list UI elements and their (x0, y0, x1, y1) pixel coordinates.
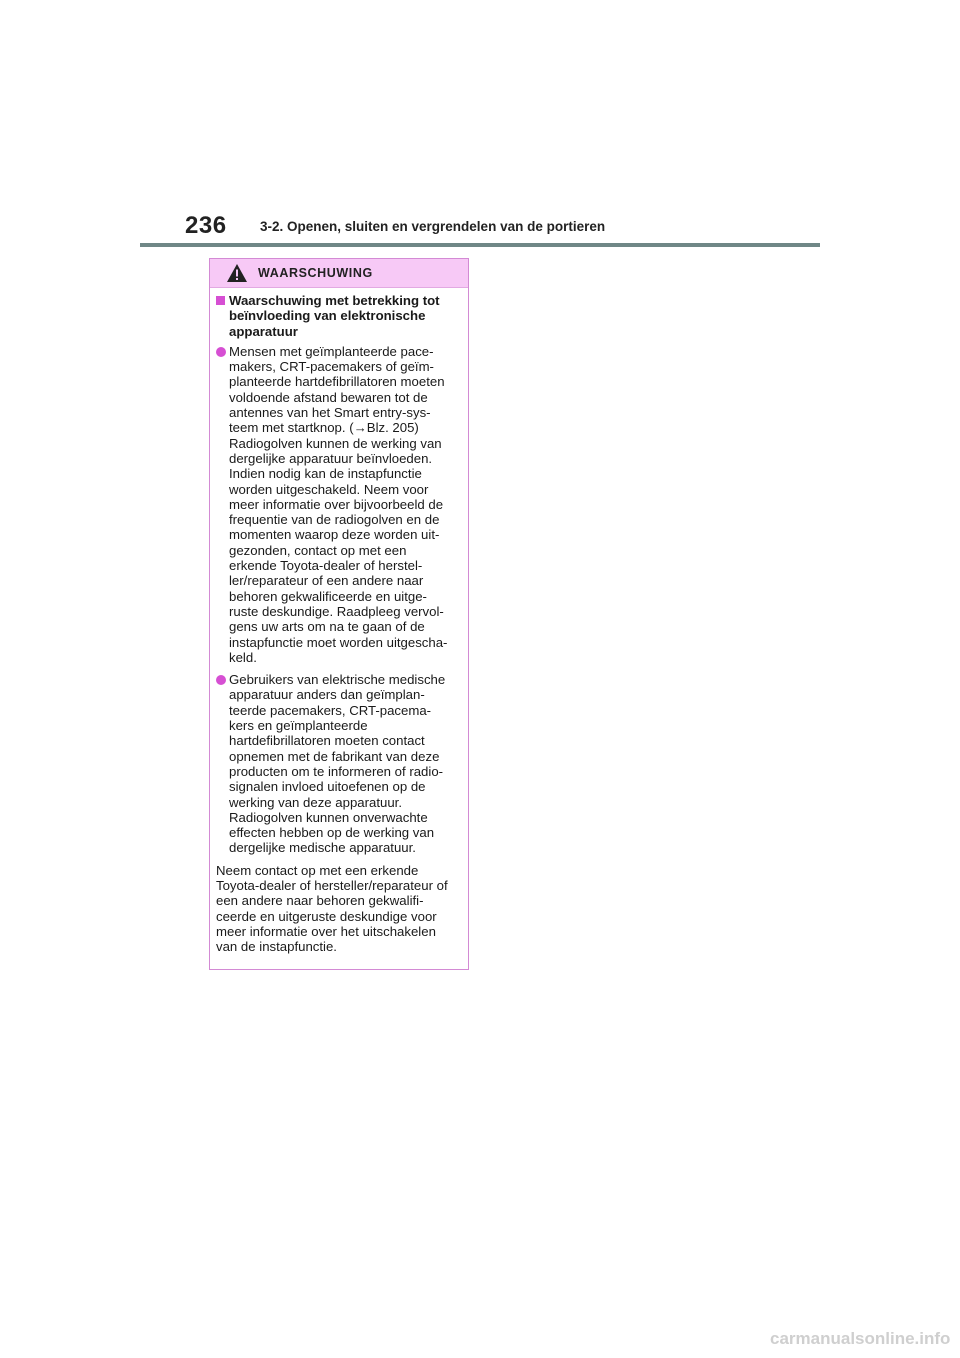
warning-triangle-icon (226, 263, 248, 283)
circle-bullet-icon (216, 675, 226, 685)
list-item-text: Gebruikers van elektrische medische apparatuur anders dan geïmplan- teerde pacemakers, CRT-pacema- kers en geïmplanteerde hartdefibrillatoren moeten contact opnemen met de fabrikant van deze producten om te informeren of radio- signalen invloed uitoefenen op de werking van deze apparatuur. Radiogolven kunnen onverwachte effecten hebben op de werking van dergelijke medische apparatuur. (229, 672, 446, 856)
warning-title: WAARSCHUWING (258, 266, 373, 280)
square-bullet-icon (216, 296, 225, 305)
warning-content (210, 288, 468, 954)
watermark-logo (768, 1322, 958, 1352)
page-number: 236 (185, 212, 227, 239)
circle-bullet-icon (216, 347, 226, 357)
warning-heading-item (216, 293, 464, 339)
list-item-text: Mensen met geïmplanteerde pace- makers, CRT-pacemakers of geïm- planteerde hartdefibrillatoren moeten voldoende afstand bewaren tot de antennes van het Smart entry-sys- teem met startknop. (→Blz. 205) Radiogolven kunnen de werking van dergelijke apparatuur beïnvloeden. Indien nodig kan de instapfunctie worden uitgeschakeld. Neem voor meer informatie over bijvoorbeeld de frequentie van de radiogolven en de momenten waarop deze worden uit- gezonden, contact op met een erkende Toyota-dealer of herstel- ler/reparateur of een andere naar behoren gekwalificeerde en uitge- ruste deskundige. Raadpleeg vervol- gens uw arts om na te gaan of de instapfunctie moet worden uitgescha- keld. (229, 343, 448, 665)
header-divider (140, 243, 820, 247)
warning-heading: Waarschuwing met betrekking tot beïnvloeding van elektronische apparatuur (229, 293, 440, 339)
warning-box (209, 258, 469, 970)
svg-text:carmanualsonline.info: carmanualsonline.info (770, 1329, 951, 1348)
closing-paragraph: Neem contact op met een erkende Toyota-dealer of hersteller/reparateur of een andere naar behoren gekwalifi- ceerde en uitgeruste deskundige voor meer informatie over het uitschakelen van de instapfunctie. (216, 862, 448, 955)
section-title: 3-2. Openen, sluiten en vergrendelen van de portieren (260, 219, 606, 234)
list-item (216, 672, 464, 856)
list-item (216, 344, 464, 665)
warning-header (210, 259, 468, 288)
